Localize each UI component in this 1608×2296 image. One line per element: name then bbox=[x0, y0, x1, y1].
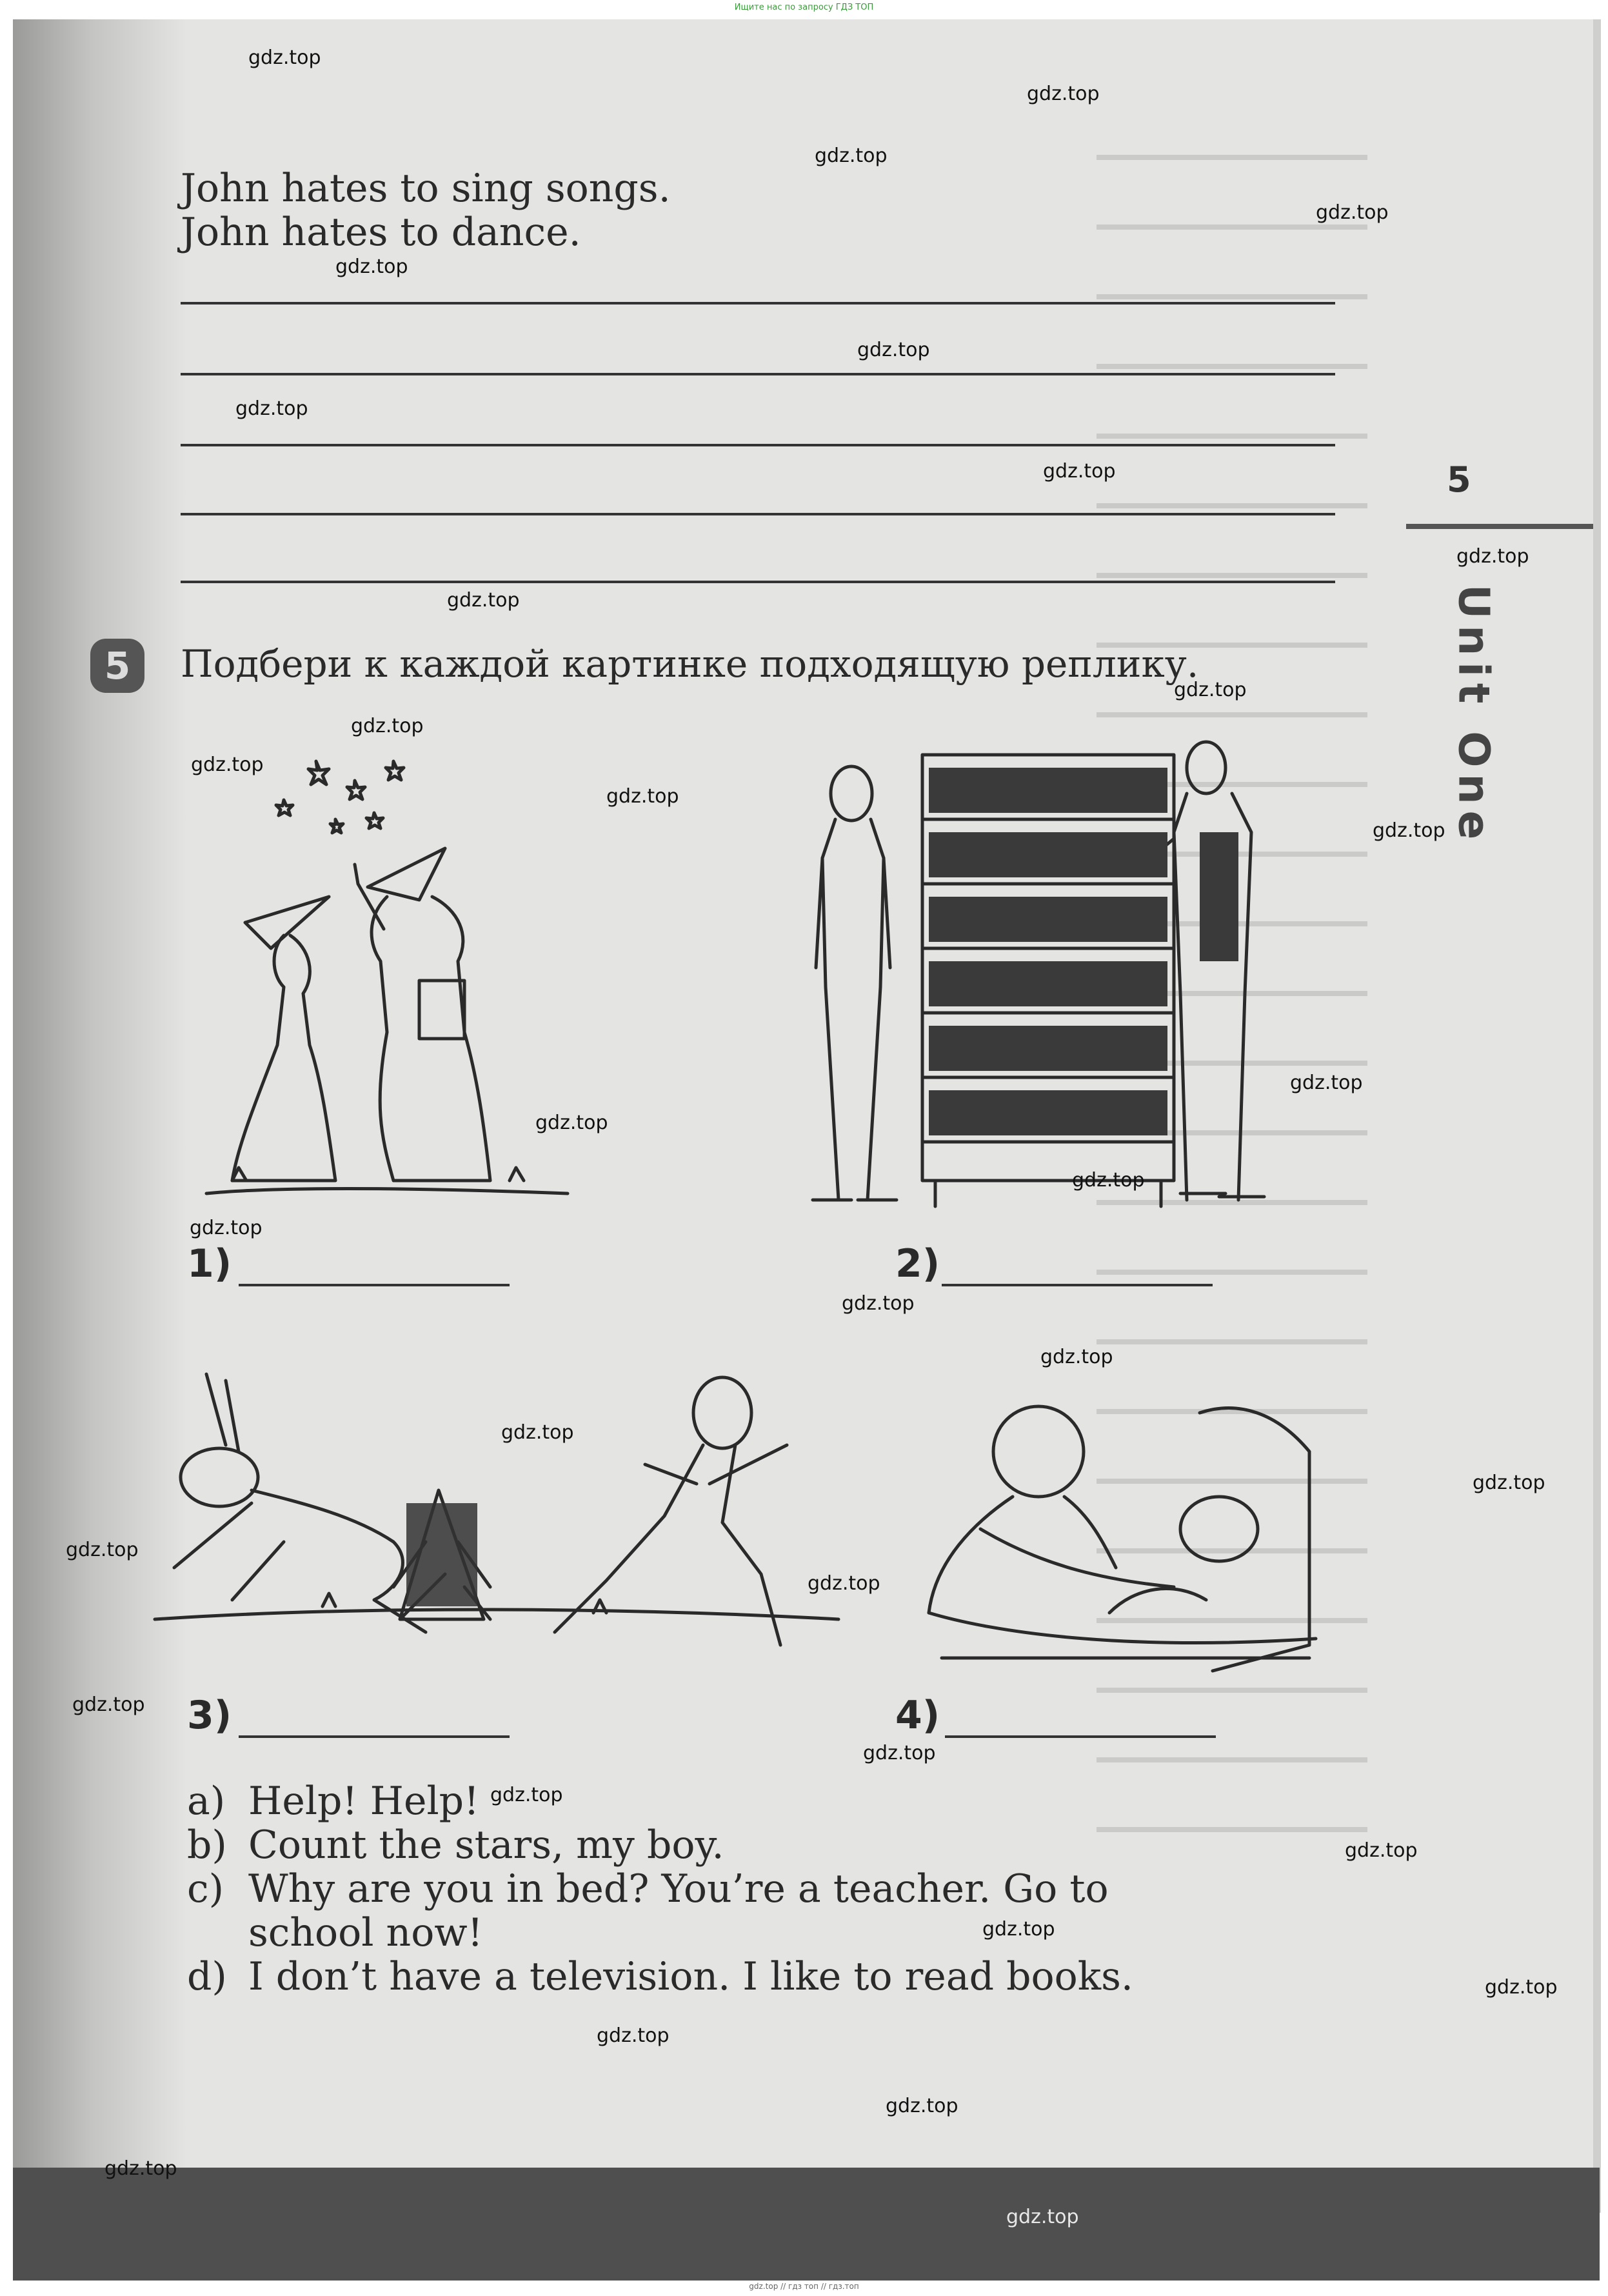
watermark: gdz.top bbox=[72, 1693, 145, 1716]
watermark: gdz.top bbox=[447, 589, 520, 612]
intro-line-2: John hates to dance. bbox=[181, 210, 581, 255]
watermark: gdz.top bbox=[982, 1918, 1055, 1941]
page-number: 5 bbox=[1447, 459, 1471, 500]
exercise-instruction: Подбери к каждой картинке подходящую реплику. bbox=[181, 642, 1199, 686]
bed-teacher-illustration bbox=[916, 1400, 1329, 1671]
watermark: gdz.top bbox=[490, 1784, 563, 1806]
picture-label-1: 1) bbox=[187, 1241, 232, 1286]
watermark: gdz.top bbox=[815, 145, 888, 167]
intro-line-1: John hates to sing songs. bbox=[181, 166, 671, 211]
watermark: gdz.top bbox=[1040, 1346, 1113, 1368]
watermark: gdz.top bbox=[535, 1112, 608, 1134]
watermark: gdz.top bbox=[1072, 1169, 1145, 1192]
writing-line[interactable] bbox=[181, 513, 1335, 515]
page-binding-shadow bbox=[13, 19, 187, 2213]
watermark: gdz.top bbox=[1485, 1976, 1558, 1999]
watermark: gdz.top bbox=[104, 2157, 177, 2180]
picture-label-2: 2) bbox=[895, 1241, 940, 1286]
watermark: gdz.top bbox=[1456, 545, 1529, 568]
running-boy-hare-illustration bbox=[155, 1374, 839, 1671]
option-c-text-continued: school now! bbox=[248, 1910, 483, 1955]
watermark: gdz.top bbox=[886, 2095, 958, 2117]
watermark: gdz.top bbox=[597, 2024, 670, 2047]
watermark: gdz.top bbox=[351, 715, 424, 737]
picture-label-4: 4) bbox=[895, 1693, 940, 1738]
footer-notice[interactable]: gdz.top // гдз топ // гдз.топ bbox=[749, 2282, 859, 2291]
writing-line[interactable] bbox=[181, 444, 1335, 446]
watermark: gdz.top bbox=[1373, 819, 1445, 842]
writing-line[interactable] bbox=[181, 302, 1335, 304]
option-c-letter: c) bbox=[187, 1866, 224, 1912]
watermark: gdz.top bbox=[1027, 83, 1100, 105]
watermark: gdz.top bbox=[808, 1572, 880, 1595]
answer-line-2[interactable] bbox=[942, 1284, 1213, 1286]
watermark: gdz.top bbox=[857, 339, 930, 361]
page-edge bbox=[1593, 19, 1601, 2213]
writing-line[interactable] bbox=[181, 373, 1335, 375]
watermark: gdz.top bbox=[1316, 201, 1389, 224]
exercise-number-badge: 5 bbox=[90, 639, 144, 693]
answer-line-4[interactable] bbox=[945, 1735, 1216, 1738]
watermark: gdz.top bbox=[1006, 2206, 1079, 2228]
option-d-letter: d) bbox=[187, 1954, 227, 1999]
watermark: gdz.top bbox=[501, 1421, 574, 1444]
watermark: gdz.top bbox=[1345, 1839, 1418, 1862]
wizards-stars-illustration bbox=[206, 735, 568, 1200]
watermark: gdz.top bbox=[1290, 1072, 1363, 1094]
watermark: gdz.top bbox=[842, 1292, 915, 1315]
watermark: gdz.top bbox=[863, 1742, 936, 1764]
option-c-text: Why are you in bed? You’re a teacher. Go to bbox=[248, 1866, 1109, 1912]
option-a-text: Help! Help! bbox=[248, 1779, 480, 1824]
watermark: gdz.top bbox=[335, 255, 408, 278]
answer-line-1[interactable] bbox=[239, 1284, 510, 1286]
option-d-text: I don’t have a television. I like to read books. bbox=[248, 1954, 1133, 1999]
watermark: gdz.top bbox=[66, 1539, 139, 1561]
tab-divider bbox=[1406, 524, 1593, 529]
watermark: gdz.top bbox=[235, 397, 308, 420]
option-a-letter: a) bbox=[187, 1779, 226, 1824]
top-notice[interactable]: Ищите нас по запросу ГДЗ ТОП bbox=[734, 3, 874, 12]
picture-label-3: 3) bbox=[187, 1693, 232, 1738]
watermark: gdz.top bbox=[1174, 679, 1247, 701]
unit-side-tab: Unit One bbox=[1449, 584, 1499, 846]
bookshelf-men-illustration bbox=[774, 729, 1303, 1206]
answer-line-3[interactable] bbox=[239, 1735, 510, 1738]
watermark: gdz.top bbox=[1043, 460, 1116, 483]
watermark: gdz.top bbox=[190, 1217, 263, 1239]
scan-bottom-band bbox=[13, 2168, 1600, 2281]
option-b-text: Count the stars, my boy. bbox=[248, 1822, 724, 1868]
watermark: gdz.top bbox=[191, 754, 264, 776]
option-b-letter: b) bbox=[187, 1822, 227, 1868]
watermark: gdz.top bbox=[606, 785, 679, 808]
watermark: gdz.top bbox=[1473, 1472, 1545, 1494]
writing-line[interactable] bbox=[181, 581, 1335, 583]
watermark: gdz.top bbox=[248, 46, 321, 69]
